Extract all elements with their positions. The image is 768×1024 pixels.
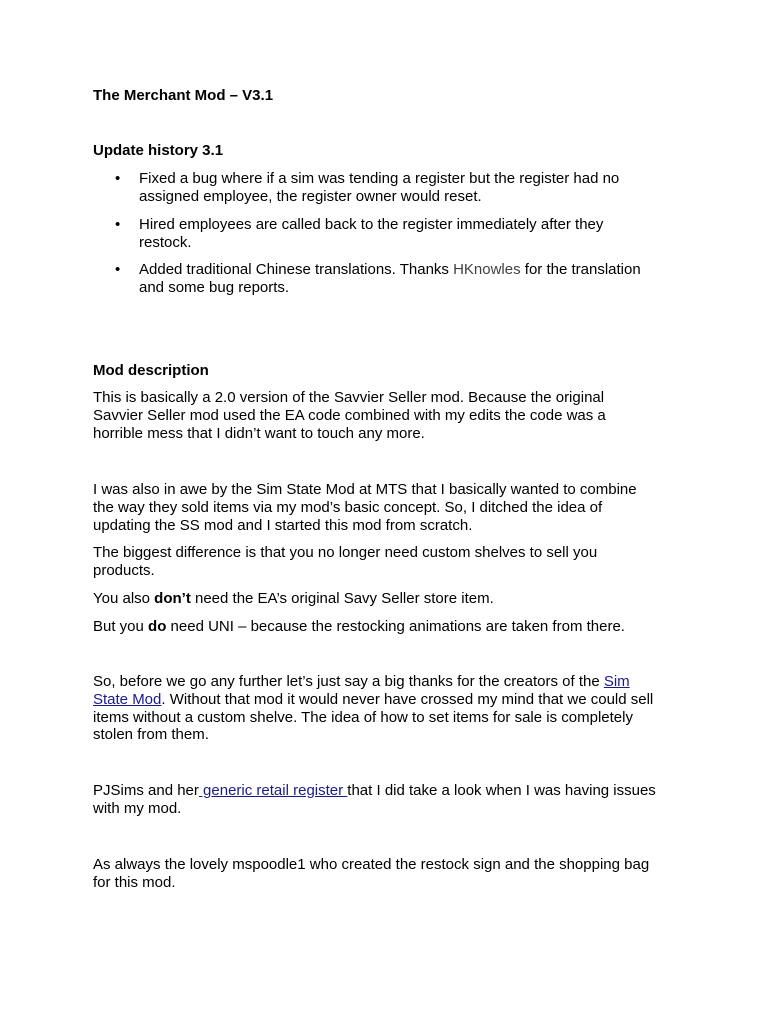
paragraph-1-line-2: Savvier Seller mod used the EA code combined with my edits the code was a — [93, 407, 606, 424]
paragraph-3-line-2: products. — [93, 562, 155, 579]
document-title: The Merchant Mod – V3.1 — [93, 87, 274, 104]
paragraph-5-emphasis: do — [148, 618, 167, 635]
update-item-1-line-2: assigned employee, the register owner would reset. — [139, 188, 482, 205]
paragraph-2-line-1: I was also in awe by the Sim State Mod at MTS that I basically wanted to combine — [93, 481, 637, 498]
paragraph-4 — [93, 590, 494, 608]
translator-name: HKnowles — [453, 261, 521, 278]
paragraph-8-line-2: for this mod. — [93, 874, 176, 891]
update-item-2-line-1: Hired employees are called back to the register immediately after they — [139, 216, 604, 233]
paragraph-4-text-after: need the EA’s original Savy Seller store item. — [190, 590, 494, 607]
update-item-3-line-2: and some bug reports. — [139, 279, 290, 296]
paragraph-6-text: So, before we go any further let’s just say a big thanks for the creators of the — [93, 673, 604, 690]
paragraph-2-line-2: the way they sold items via my mod’s basic concept. So, I ditched the idea of — [93, 499, 603, 516]
update-item-3-text-after: for the translation — [520, 261, 641, 278]
paragraph-8-line-1: As always the lovely mspoodle1 who created the restock sign and the shopping bag — [93, 856, 650, 873]
sim-state-mod-link[interactable]: State Mod — [93, 691, 162, 708]
update-history-heading: Update history 3.1 — [93, 142, 224, 159]
paragraph-7-line-2: with my mod. — [93, 800, 182, 817]
bullet-glyph: • — [115, 170, 121, 187]
generic-retail-register-link[interactable]: generic retail register — [198, 782, 348, 799]
paragraph-6-line-2 — [93, 691, 653, 709]
paragraph-3-line-1: The biggest difference is that you no longer need custom shelves to sell you — [93, 544, 598, 561]
paragraph-5-text-after: need UNI – because the restocking animations are taken from there. — [166, 618, 625, 635]
bullet-glyph: • — [115, 216, 121, 233]
sim-state-mod-link[interactable]: Sim — [603, 673, 630, 690]
paragraph-5 — [93, 618, 625, 636]
paragraph-5-text: But you — [93, 618, 149, 635]
paragraph-6-line-3: items without a custom shelve. The idea of how to set items for sale is completely — [93, 709, 633, 726]
paragraph-4-text: You also — [93, 590, 155, 607]
bullet-glyph: • — [115, 261, 121, 278]
update-item-3-line-1 — [139, 261, 641, 279]
paragraph-7-line-1 — [93, 782, 656, 800]
paragraph-7-text-after: that I did take a look when I was having issues — [347, 782, 656, 799]
paragraph-6-text-after: . Without that mod it would never have crossed my mind that we could sell — [161, 691, 654, 708]
paragraph-7-text: PJSims and her — [93, 782, 199, 799]
update-item-2-line-2: restock. — [139, 234, 192, 251]
mod-description-heading: Mod description — [93, 362, 209, 379]
update-item-1-line-1: Fixed a bug where if a sim was tending a register but the register had no — [139, 170, 620, 187]
paragraph-1-line-3: horrible mess that I didn’t want to touch any more. — [93, 425, 425, 442]
paragraph-4-emphasis: don’t — [154, 590, 191, 607]
paragraph-6-line-4: stolen from them. — [93, 726, 209, 743]
update-item-3-text: Added traditional Chinese translations. Thanks — [139, 261, 454, 278]
paragraph-2-line-3: updating the SS mod and I started this mod from scratch. — [93, 517, 473, 534]
paragraph-1-line-1: This is basically a 2.0 version of the Savvier Seller mod. Because the original — [93, 389, 605, 406]
paragraph-6-line-1 — [93, 673, 630, 691]
